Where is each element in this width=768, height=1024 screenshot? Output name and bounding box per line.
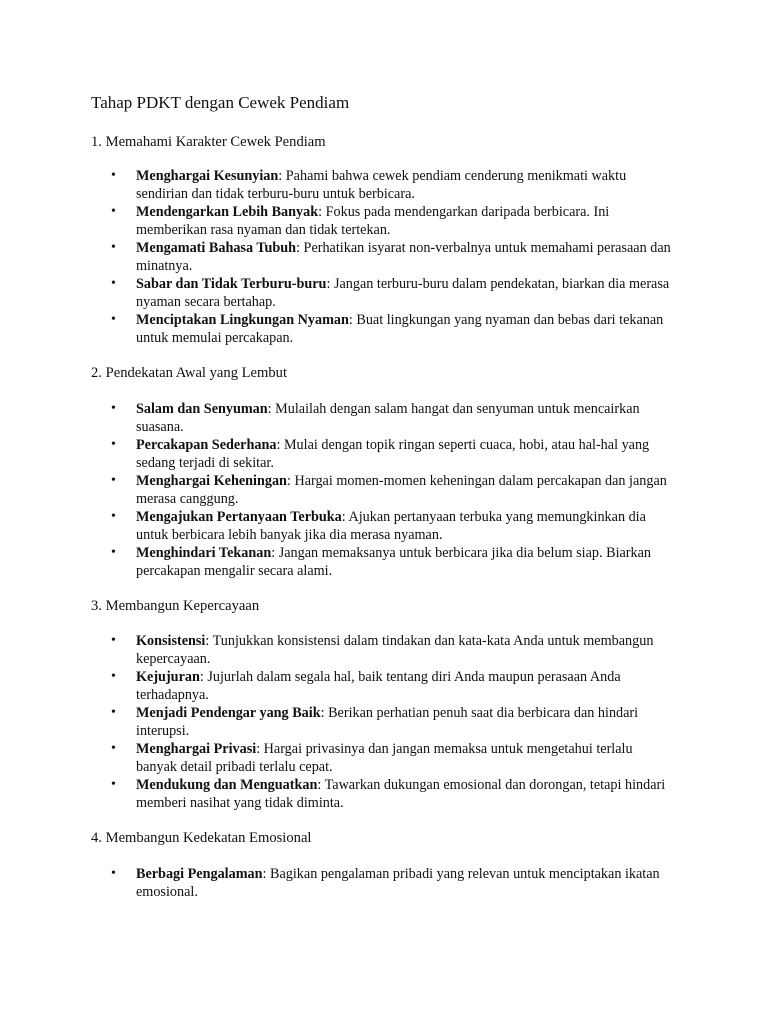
bullet-icon: • <box>111 240 116 255</box>
list-item <box>0 704 676 740</box>
list-item <box>0 400 676 436</box>
item-term: Menghargai Keheningan <box>136 473 287 489</box>
list-item <box>0 239 676 275</box>
item-text: : Jujurlah dalam segala hal, baik tentang diri Anda maupun perasaan Anda terhadapnya. <box>136 669 621 703</box>
item-text: : Perhatikan isyarat non-verbalnya untuk memahami perasaan dan minatnya. <box>136 240 671 274</box>
item-text: : Ajukan pertanyaan terbuka yang memungkinkan dia untuk berbicara lebih banyak jika dia merasa nyaman. <box>136 509 646 543</box>
item-term: Salam dan Senyuman <box>136 401 268 417</box>
section-heading: 4. Membangun Kedekatan Emosional <box>91 830 312 846</box>
item-text: : Mulailah dengan salam hangat dan senyuman untuk mencairkan suasana. <box>136 401 640 435</box>
list-item <box>0 632 676 668</box>
list-item <box>0 776 676 812</box>
item-term: Menghindari Tekanan <box>136 545 272 561</box>
list-item <box>0 203 676 239</box>
item-term: Percakapan Sederhana <box>136 437 277 453</box>
bullet-icon: • <box>111 669 116 684</box>
item-text: : Fokus pada mendengarkan daripada berbicara. Ini memberikan rasa nyaman dan tidak tertekan. <box>136 204 610 238</box>
bullet-icon: • <box>111 312 116 327</box>
item-term: Mengamati Bahasa Tubuh <box>136 240 297 256</box>
bullet-list <box>0 400 768 580</box>
item-term: Menghargai Kesunyian <box>136 168 279 184</box>
list-item <box>0 472 676 508</box>
item-term: Menghargai Privasi <box>136 741 257 757</box>
item-term: Sabar dan Tidak Terburu-buru <box>136 276 327 292</box>
list-item <box>0 275 676 311</box>
item-term: Mengajukan Pertanyaan Terbuka <box>136 509 342 525</box>
list-item <box>0 508 676 544</box>
list-item <box>0 740 676 776</box>
item-term: Menjadi Pendengar yang Baik <box>136 705 321 721</box>
list-item <box>0 311 676 347</box>
bullet-icon: • <box>111 777 116 792</box>
list-item <box>0 436 676 472</box>
item-term: Konsistensi <box>136 633 206 649</box>
item-text: : Hargai privasinya dan jangan memaksa untuk mengetahui terlalu banyak detail pribadi terlalu cepat. <box>136 741 633 775</box>
bullet-icon: • <box>111 866 116 881</box>
bullet-icon: • <box>111 204 116 219</box>
item-text: : Mulai dengan topik ringan seperti cuaca, hobi, atau hal-hal yang sedang terjadi di sekitar. <box>136 437 650 471</box>
bullet-icon: • <box>111 509 116 524</box>
bullet-icon: • <box>111 401 116 416</box>
bullet-icon: • <box>111 545 116 560</box>
item-term: Mendukung dan Menguatkan <box>136 777 318 793</box>
section-heading: 1. Memahami Karakter Cewek Pendiam <box>91 134 326 150</box>
bullet-icon: • <box>111 633 116 648</box>
bullet-icon: • <box>111 473 116 488</box>
list-item <box>0 544 676 580</box>
item-term: Mendengarkan Lebih Banyak <box>136 204 319 220</box>
item-term: Kejujuran <box>136 669 200 685</box>
item-text: : Tawarkan dukungan emosional dan dorongan, tetapi hindari memberi nasihat yang tidak diminta. <box>136 777 666 811</box>
item-term: Menciptakan Lingkungan Nyaman <box>136 312 349 328</box>
section-heading: 2. Pendekatan Awal yang Lembut <box>91 365 288 381</box>
item-text: : Pahami bahwa cewek pendiam cenderung menikmati waktu sendirian dan tidak terburu-buru untuk berbicara. <box>136 168 627 202</box>
item-text: : Bagikan pengalaman pribadi yang relevan untuk menciptakan ikatan emosional. <box>136 866 660 900</box>
item-term: Berbagi Pengalaman <box>136 866 263 882</box>
item-text: : Jangan terburu-buru dalam pendekatan, biarkan dia merasa nyaman secara bertahap. <box>136 276 670 310</box>
bullet-icon: • <box>111 437 116 452</box>
bullet-icon: • <box>111 741 116 756</box>
list-item <box>0 167 676 203</box>
item-text: : Jangan memaksanya untuk berbicara jika dia belum siap. Biarkan percakapan mengalir secara alami. <box>136 545 652 579</box>
item-text: : Tunjukkan konsistensi dalam tindakan dan kata-kata Anda untuk membangun kepercayaan. <box>136 633 654 667</box>
item-text: : Buat lingkungan yang nyaman dan bebas dari tekanan untuk memulai percakapan. <box>136 312 664 346</box>
bullet-icon: • <box>111 705 116 720</box>
bullet-icon: • <box>111 168 116 183</box>
section-heading: 3. Membangun Kepercayaan <box>91 598 260 614</box>
item-text: : Berikan perhatian penuh saat dia berbicara dan hindari interupsi. <box>136 705 639 739</box>
document-title: Tahap PDKT dengan Cewek Pendiam <box>91 93 350 112</box>
list-item <box>0 865 676 901</box>
bullet-icon: • <box>111 276 116 291</box>
bullet-list <box>0 167 768 347</box>
bullet-list <box>0 632 768 812</box>
item-text: : Hargai momen-momen keheningan dalam percakapan dan jangan merasa canggung. <box>136 473 667 507</box>
list-item <box>0 668 676 704</box>
bullet-list <box>0 865 768 901</box>
